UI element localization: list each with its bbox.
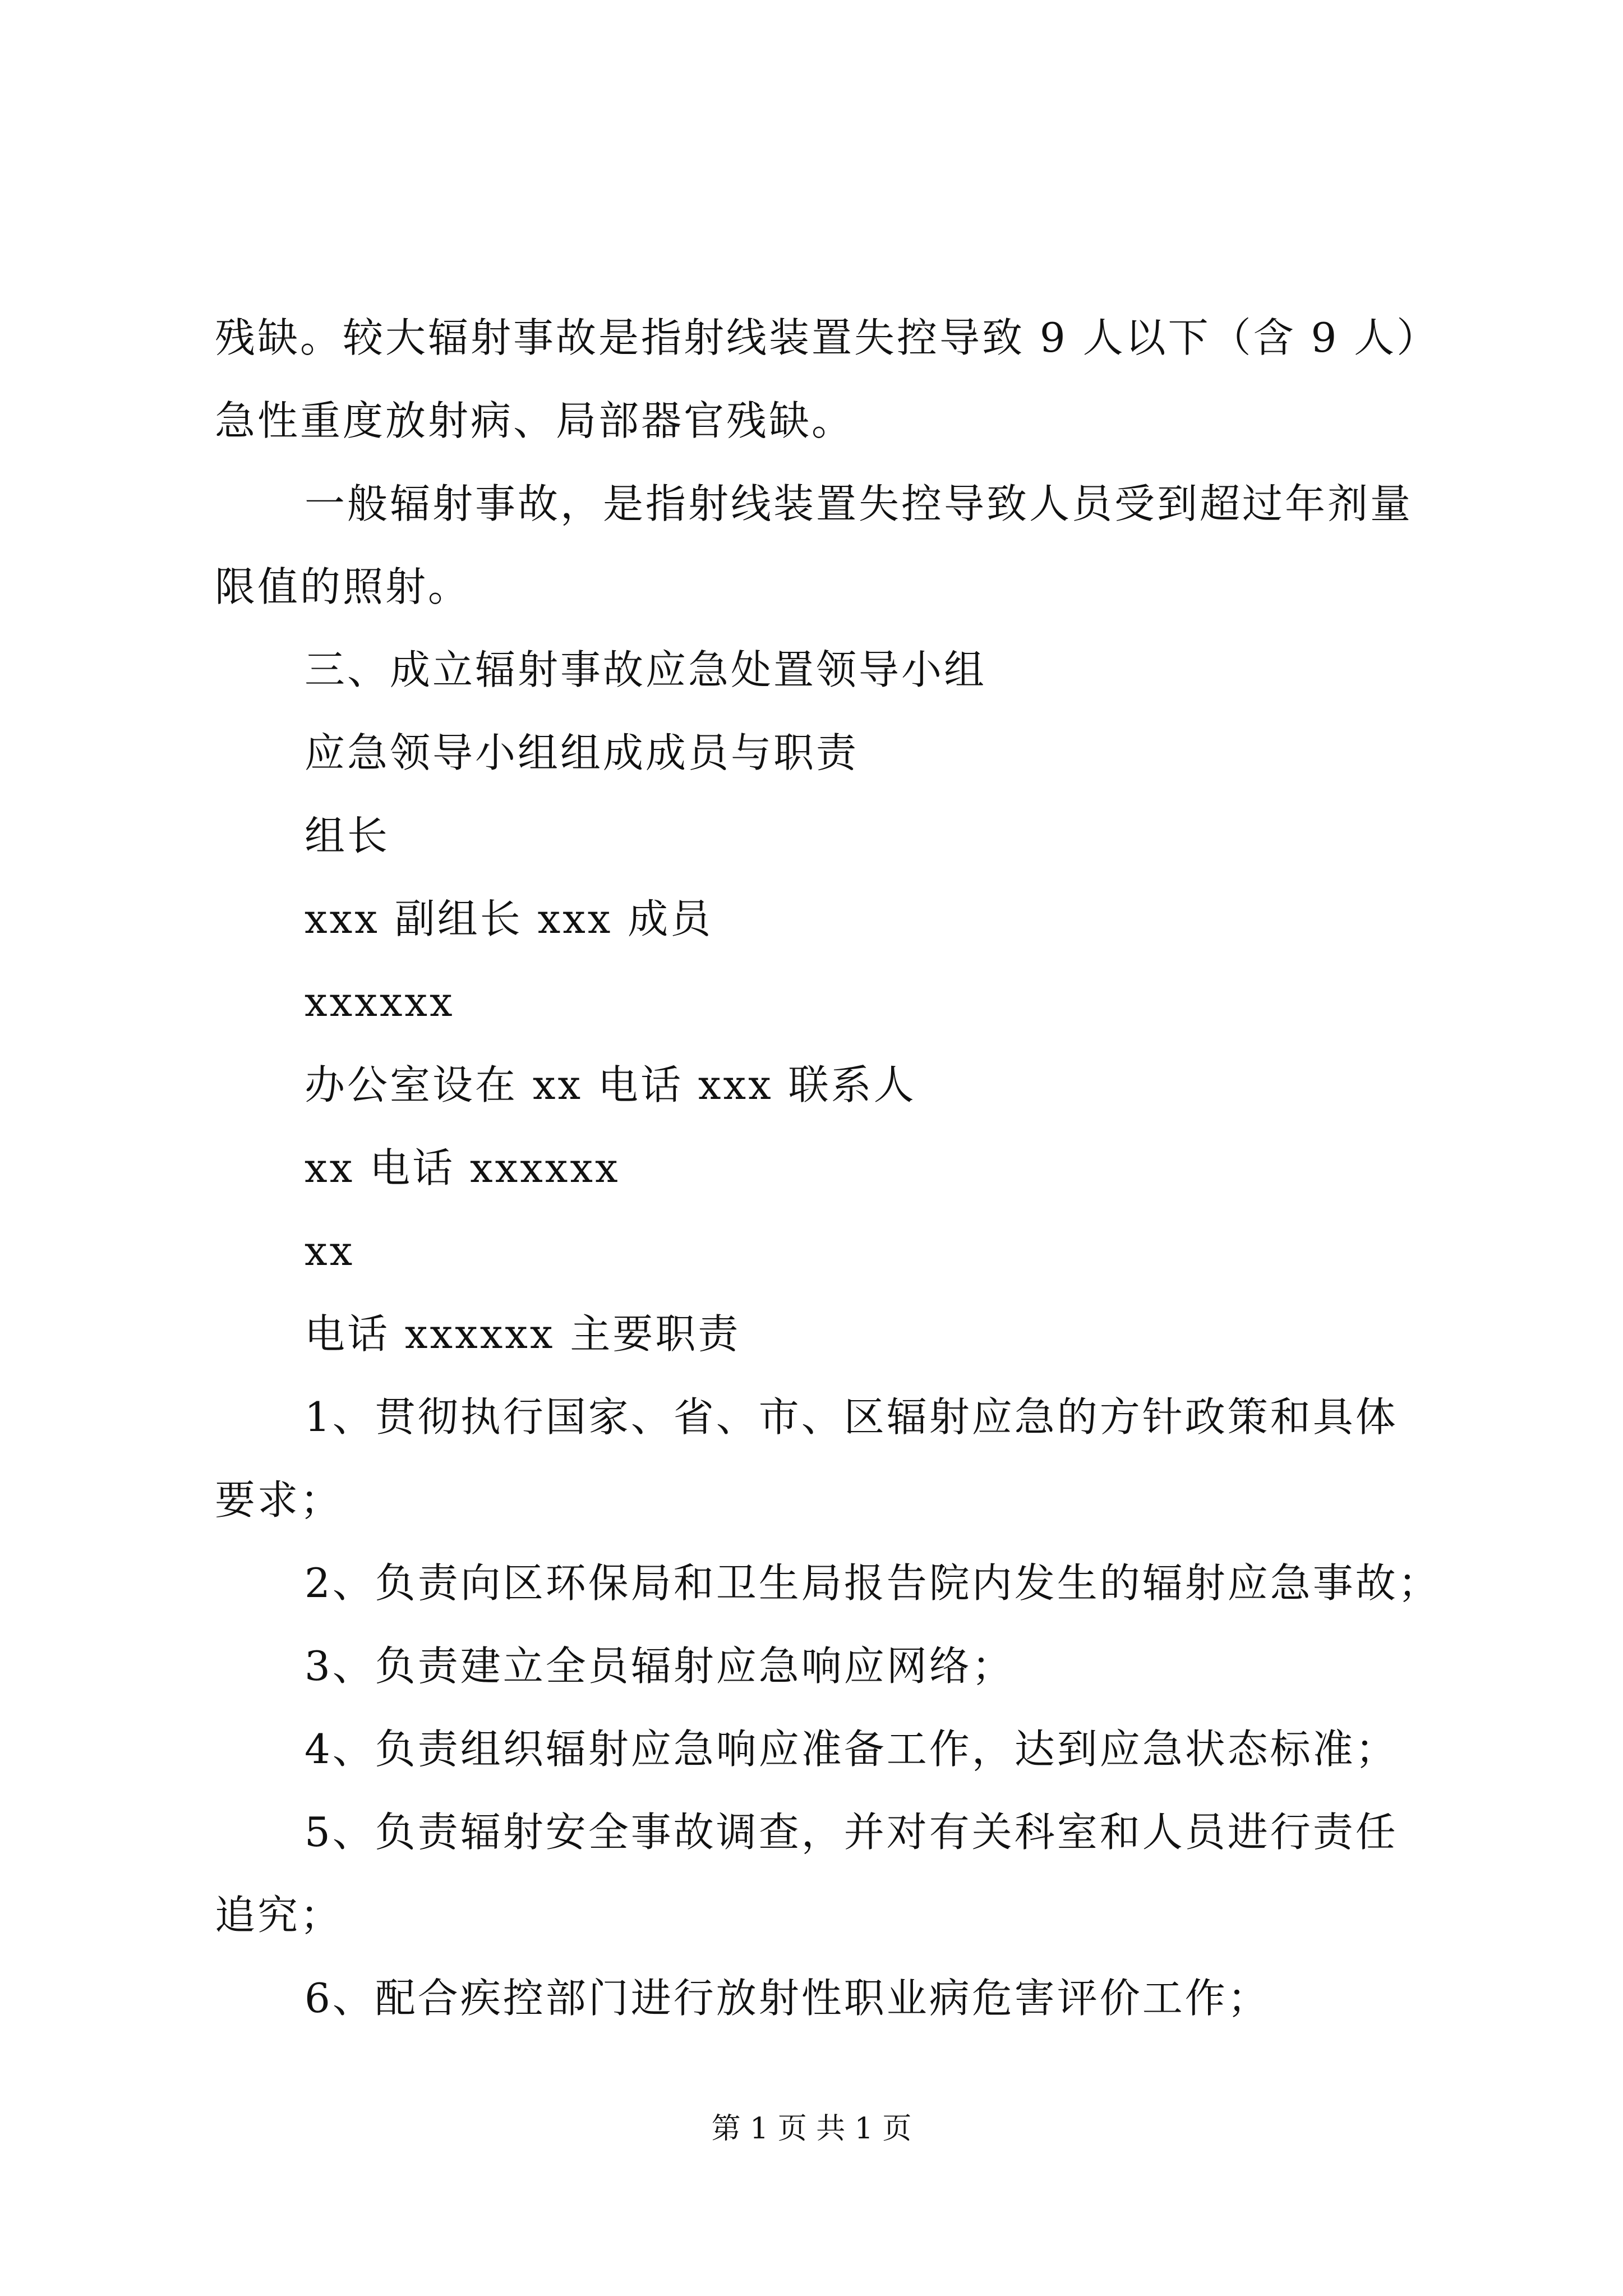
paragraph-line: 电话 xxxxxx 主要职责 bbox=[305, 1310, 741, 1358]
list-item: 4、负责组织辐射应急响应准备工作，达到应急状态标准； bbox=[305, 1726, 1398, 1773]
section-heading: 三、成立辐射事故应急处置领导小组 bbox=[305, 646, 987, 693]
list-item: 1、贯彻执行国家、省、市、区辐射应急的方针政策和具体 bbox=[305, 1393, 1398, 1441]
paragraph-line: 组长 bbox=[305, 812, 390, 859]
list-item: 2、负责向区环保局和卫生局报告院内发生的辐射应急事故； bbox=[305, 1559, 1441, 1607]
paragraph-line: xxxxxx bbox=[305, 978, 455, 1025]
list-item-continuation: 追究； bbox=[215, 1892, 343, 1939]
paragraph-line: 急性重度放射病、局部器官残缺。 bbox=[215, 397, 855, 444]
paragraph-line: xx bbox=[305, 1227, 355, 1274]
list-item: 3、负责建立全员辐射应急响应网络； bbox=[305, 1642, 1015, 1690]
page-footer: 第 1 页 共 1 页 bbox=[711, 2112, 912, 2146]
paragraph-line: 应急领导小组组成成员与职责 bbox=[305, 729, 859, 776]
paragraph-line: 限值的照射。 bbox=[215, 563, 471, 610]
paragraph-line: 残缺。较大辐射事故是指射线装置失控导致 9 人以下（含 9 人） bbox=[215, 314, 1440, 361]
document-body bbox=[215, 296, 1441, 2040]
paragraph-line: 办公室设在 xx 电话 xxx 联系人 bbox=[305, 1061, 916, 1108]
paragraph-line: xxx 副组长 xxx 成员 bbox=[305, 895, 713, 942]
paragraph-line: 一般辐射事故，是指射线装置失控导致人员受到超过年剂量 bbox=[305, 480, 1413, 527]
list-item: 6、配合疾控部门进行放射性职业病危害评价工作； bbox=[305, 1975, 1270, 2022]
paragraph-line: xx 电话 xxxxxx bbox=[305, 1144, 620, 1191]
list-item-continuation: 要求； bbox=[215, 1476, 343, 1524]
list-item: 5、负责辐射安全事故调查，并对有关科室和人员进行责任 bbox=[305, 1809, 1398, 1856]
